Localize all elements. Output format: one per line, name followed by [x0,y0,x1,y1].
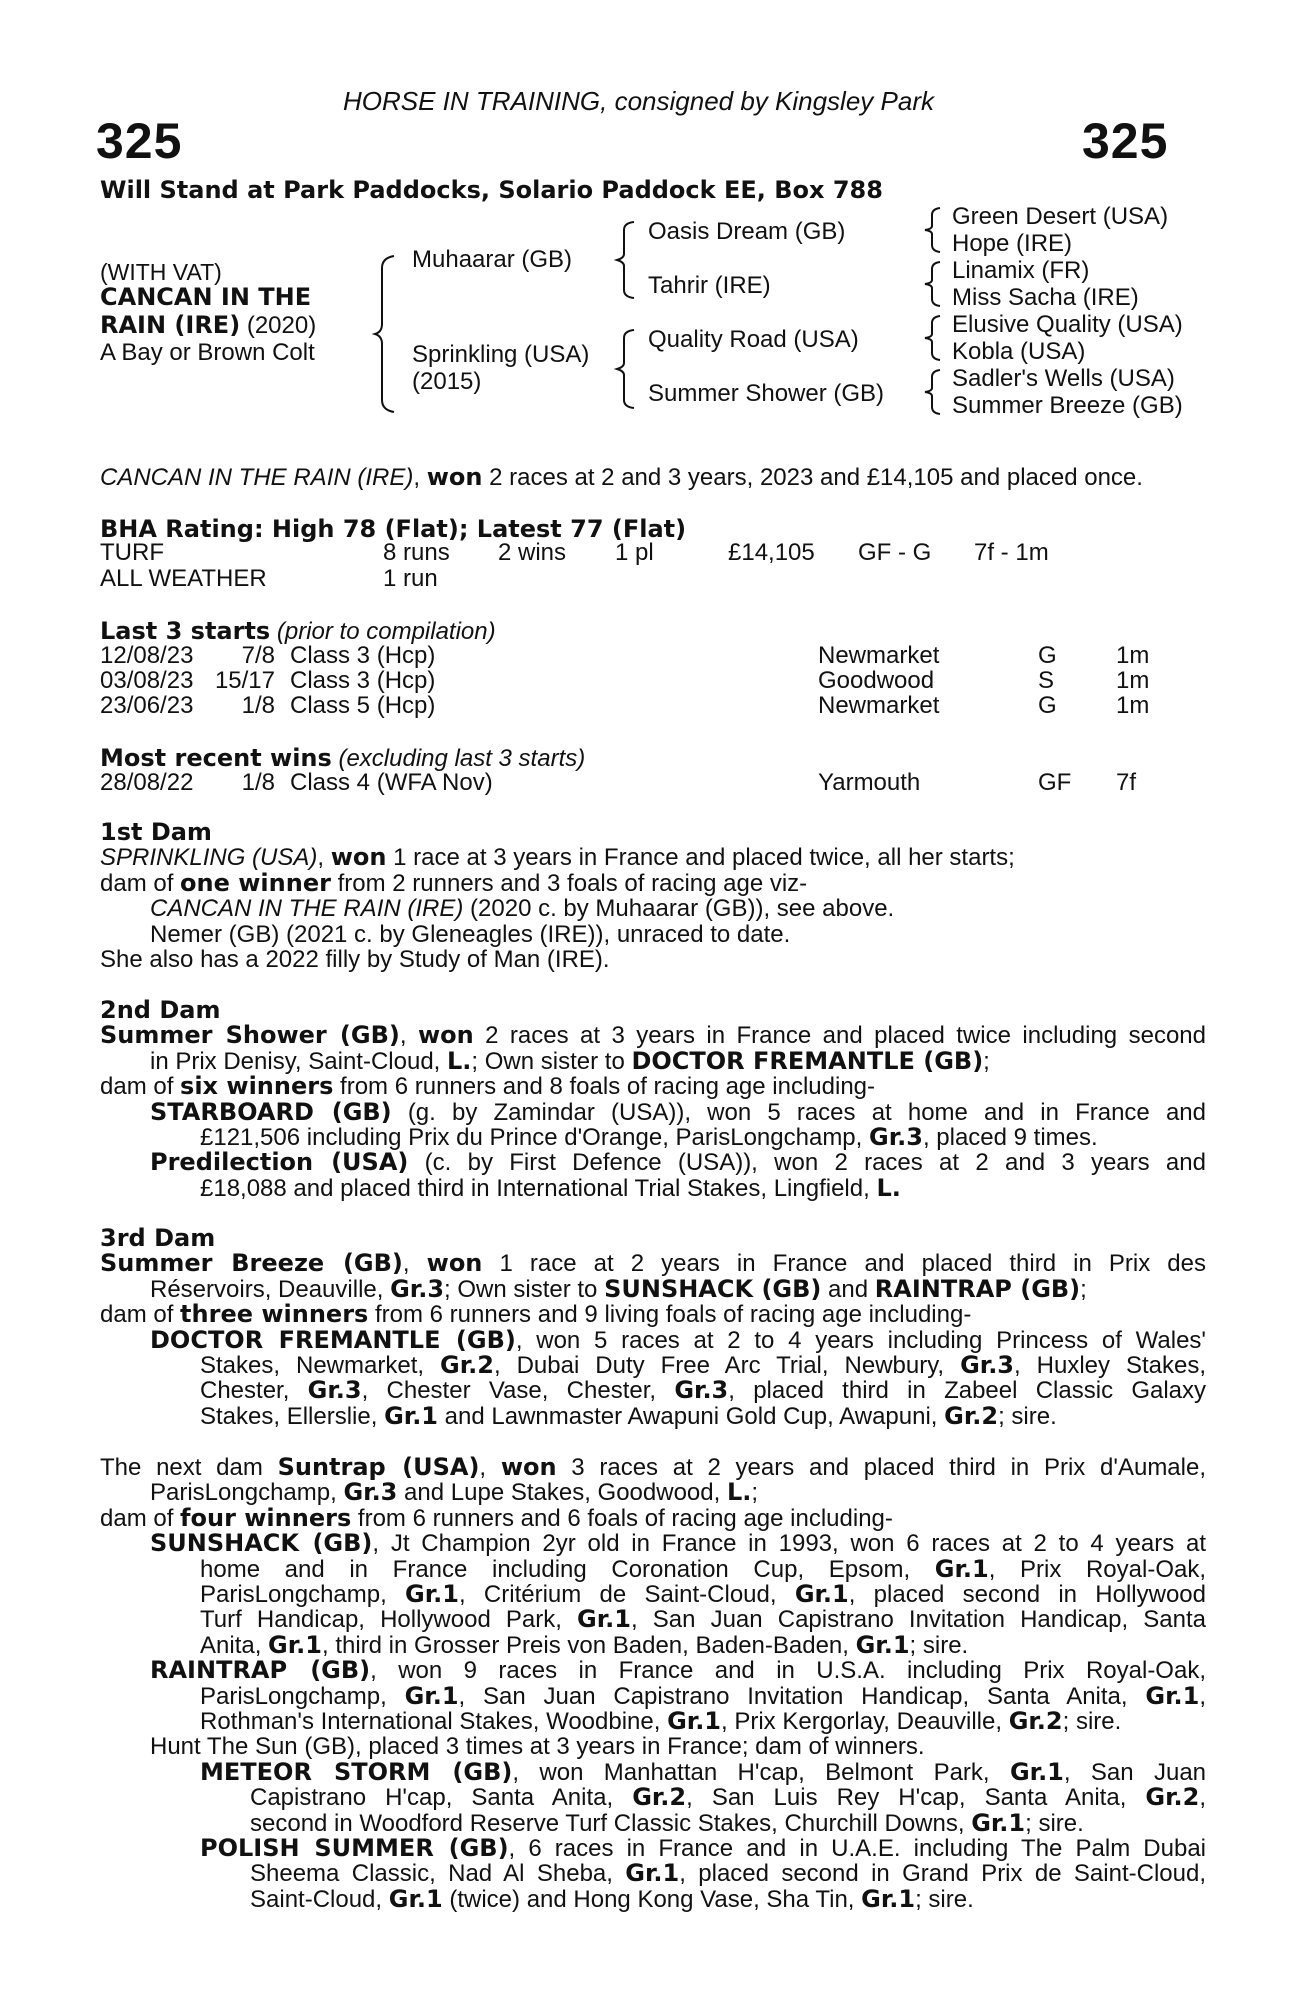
produce-line [100,1531,1206,1556]
text: dam of [100,1504,181,1532]
pedigree-sire: Muhaarar (GB) [412,246,573,273]
grade: Gr.2 [440,1353,494,1379]
produce-line [100,1630,1206,1659]
summary-won: won [426,463,483,491]
next-dam-produce-line [100,1503,1206,1532]
text: from 6 runners and 6 foals of racing age including- [351,1504,893,1532]
recent-note: (excluding last 3 starts) [331,745,586,772]
produce-line [100,1836,1206,1861]
horse-name-line1: CANCAN IN THE [100,283,312,311]
pedigree-sdd: Miss Sacha (IRE) [952,284,1139,311]
pedigree-dam: Sprinkling (USA) [412,341,590,368]
grade: L. [447,1046,472,1075]
text: home and in France including Coronation Cup, Epsom, [200,1556,935,1582]
second-dam-heading: 2nd Dam [100,996,221,1024]
pedigree-bracket-g3 [922,314,942,362]
text: , Prix Royal-Oak, [988,1556,1206,1582]
grade: Gr.3 [869,1123,923,1151]
text: Chester, [200,1378,308,1404]
grade: Gr.1 [404,1683,459,1709]
grade: Gr.1 [405,1581,459,1608]
turf-going: GF - G [858,539,932,566]
grade: Gr.1 [625,1861,680,1887]
relative-name: SUNSHACK (GB) [604,1274,822,1303]
text: (g. by Zamindar (USA)), won 5 races at home and in France and [391,1099,1206,1125]
text: , Jt Champion 2yr old in France in 1993, won 6 races at 2 to 4 years at [372,1531,1206,1557]
turf-earnings: £14,105 [728,539,815,566]
pedigree-bracket-main [372,254,396,414]
won-label: won [417,1023,474,1049]
text: from 6 runners and 8 foals of racing age including- [333,1073,876,1101]
text: , Critérium de Saint-Cloud, [458,1581,795,1608]
grade: Gr.1 [384,1401,439,1430]
grade: Gr.1 [855,1630,910,1659]
text: (c. by First Defence (USA)), won 2 races at 2 and 3 years and [408,1150,1206,1176]
text: , placed 9 times. [922,1124,1098,1151]
row-date: 28/08/22 [100,769,194,796]
grade: Gr.2 [632,1785,687,1811]
pedigree-dam-dam: Summer Shower (GB) [648,380,885,407]
text: ; sire. [1025,1809,1084,1837]
row-position: 7/8 [241,642,275,669]
grade: Gr.1 [794,1581,849,1608]
text: Saint-Cloud, [250,1885,389,1913]
second-dam-line [100,1046,1206,1075]
produce-name: Predilection (USA) [150,1150,409,1176]
produce-line [100,1378,1206,1403]
text: ; [751,1479,759,1507]
pedigree-bracket-sire [614,220,636,300]
text: , [317,844,331,872]
second-dam-line [100,1023,1206,1048]
produce-line [100,1785,1206,1810]
grade: Gr.1 [1009,1759,1064,1786]
text: ParisLongchamp, [150,1479,344,1507]
last3-note: (prior to compilation) [270,618,496,645]
first-dam-line [100,845,1206,870]
row-date: 03/08/23 [100,667,194,694]
pedigree-sire-sire: Oasis Dream (GB) [648,218,846,245]
horse-birth-year: (2020) [240,312,317,339]
third-dam-line [100,1274,1206,1303]
grade: Gr.1 [934,1556,989,1582]
pedigree-dam-year: (2015) [412,368,482,395]
first-dam-heading: 1st Dam [100,818,212,846]
text: Réservoirs, Deauville, [150,1275,391,1303]
second-dam-produce-line [100,1074,1206,1099]
text: , placed second in Grand Prix de Saint-Cloud, [679,1861,1206,1887]
row-course: Newmarket [818,642,940,669]
text: , San Luis Rey H'cap, Santa Anita, [686,1785,1146,1811]
text: dam of [100,1073,181,1101]
stand-location: Will Stand at Park Paddocks, Solario Paddock EE, Box 788 [100,176,883,204]
next-dam-section [100,1455,1206,1912]
produce-name: POLISH SUMMER (GB) [200,1835,509,1862]
text: ; [1080,1275,1087,1303]
grade: Gr.1 [971,1808,1026,1837]
produce-line [100,1328,1206,1353]
winners-count: one winner [180,868,331,897]
produce-line [100,1607,1206,1632]
produce-line [100,1760,1206,1785]
second-dam-section [100,998,1206,1201]
produce-line [100,1684,1206,1709]
grade: Gr.2 [944,1401,999,1430]
grade: Gr.1 [1145,1683,1200,1709]
text: (twice) and Hong Kong Vase, Sha Tin, [442,1885,862,1913]
text: dam of [100,1301,181,1329]
aw-runs: 1 run [383,565,438,592]
row-class: Class 4 (WFA Nov) [290,769,493,796]
row-course: Newmarket [818,692,940,719]
text: ; [983,1047,990,1075]
produce-line [100,1401,1206,1430]
text: 1 race at 2 years in France and placed third in Prix des [482,1251,1206,1277]
winners-count: three winners [180,1300,369,1329]
horse-name-line2-text: RAIN (IRE) [100,311,241,339]
pedigree-dam-sire: Quality Road (USA) [648,326,859,353]
produce-line: Hunt The Sun (GB), placed 3 times at 3 years in France; dam of winners. [150,1733,925,1761]
row-going: G [1038,692,1057,719]
summary-rest: 2 races at 2 and 3 years, 2023 and £14,105 and placed once. [482,464,1143,491]
text: ; sire. [909,1631,969,1659]
winners-count: six winners [180,1072,334,1101]
row-distance: 7f [1116,769,1137,796]
text: and Lawnmaster Awapuni Gold Cup, Awapuni, [438,1402,945,1430]
text: dam of [100,869,181,897]
text: , Huxley Stakes, [1014,1353,1206,1379]
text: , San Juan [1063,1759,1206,1786]
turf-placed: 1 pl [615,539,654,566]
text: ParisLongchamp, [200,1683,405,1709]
text: Capistrano H'cap, Santa Anita, [250,1785,633,1811]
text: The next dam [100,1455,278,1481]
grade: Gr.1 [577,1607,631,1633]
grade: L. [876,1173,901,1202]
text: Anita, [200,1631,269,1659]
first-dam-section [100,820,1206,972]
grade: Gr.3 [960,1353,1015,1379]
text: and [821,1275,875,1303]
row-class: Class 5 (Hcp) [290,692,436,719]
next-dam-line [100,1455,1206,1480]
produce-note: She also has a 2022 filly by Study of Man (IRE). [100,946,610,974]
horse-name-line2 [100,311,316,340]
grade: L. [726,1478,752,1507]
text: ; sire. [1062,1707,1122,1735]
row-class: Class 3 (Hcp) [290,667,436,694]
text: , third in Grosser Preis von Baden, Baden-Baden, [321,1631,856,1659]
horse-description: A Bay or Brown Colt [100,339,315,366]
produce-line [100,896,1206,921]
aw-label: ALL WEATHER [100,565,267,592]
grade: Gr.3 [390,1274,445,1303]
text: ; Own sister to [471,1047,632,1075]
summary-comma: , [413,464,427,491]
row-going: GF [1038,769,1072,796]
text: , [1199,1785,1206,1811]
text: Sheema Classic, Nad Al Sheba, [250,1861,626,1887]
pedigree-ddd: Summer Breeze (GB) [952,392,1183,419]
produce-line [100,1173,1206,1202]
text: , won 5 races at 2 to 4 years including Princess of Wales' [515,1327,1206,1353]
pedigree-bracket-g1 [922,206,942,254]
turf-distance: 7f - 1m [974,539,1049,566]
text: 2 races at 3 years in France and placed twice including second [473,1023,1206,1049]
grade: Gr.1 [388,1884,443,1913]
won-label: won [330,843,387,872]
text: ; sire. [915,1885,974,1913]
pedigree-bracket-dam [614,328,636,410]
grade: Gr.1 [268,1630,322,1659]
text: and Lupe Stakes, Goodwood, [397,1479,727,1507]
pedigree-sds: Linamix (FR) [952,257,1090,284]
produce-line [100,1884,1206,1913]
third-dam-section [100,1226,1206,1429]
text: (2020 c. by Muhaarar (GB)), see above. [463,895,895,923]
produce-name: STARBOARD (GB) [150,1099,392,1125]
row-position: 1/8 [241,692,275,719]
text: Rothman's International Stakes, Woodbine, [200,1707,668,1735]
text: , placed third in Zabeel Classic Galaxy [728,1378,1206,1404]
produce-line [100,1658,1206,1683]
text: , won 9 races in France and in U.S.A. including Prix Royal-Oak, [370,1658,1206,1684]
last3-title: Last 3 starts [100,617,271,645]
text: £121,506 including Prix du Prince d'Orange, ParisLongchamp, [200,1124,869,1151]
turf-wins: 2 wins [498,539,567,566]
grade: Gr.2 [1008,1706,1063,1735]
third-dam-line [100,1251,1206,1276]
text: , [402,1251,427,1277]
text: , San Juan Capistrano Invitation Handicap, Santa [630,1607,1206,1633]
relative-name: DOCTOR FREMANTLE (GB) [631,1046,984,1075]
text: , [479,1455,501,1481]
turf-runs: 8 runs [383,539,450,566]
text: from 2 runners and 3 foals of racing age viz- [330,869,808,897]
page-subtitle: HORSE IN TRAINING, consigned by Kingsley Park [343,86,934,116]
text: Stakes, Newmarket, [200,1353,441,1379]
row-position: 15/17 [214,667,275,694]
text: , won Manhattan H'cap, Belmont Park, [512,1759,1010,1786]
text: , placed second in Hollywood [848,1581,1206,1608]
winners-count: four winners [180,1503,352,1532]
text: 1 race at 3 years in France and placed twice, all her starts; [386,844,1015,872]
turf-label: TURF [100,539,164,566]
grade: Gr.1 [667,1706,722,1735]
row-going: G [1038,642,1057,669]
text: , 6 races in France and in U.A.E. including The Palm Dubai [508,1835,1206,1862]
summary-horse-name: CANCAN IN THE RAIN (IRE) [100,464,414,491]
relative-name: RAINTRAP (GB) [874,1274,1081,1303]
first-dam-produce-line [100,868,1206,897]
produce-name: METEOR STORM (GB) [200,1759,513,1786]
dam-name: Summer Breeze (GB) [100,1251,403,1277]
race-summary [100,463,1143,492]
lot-number-right: 325 [1082,113,1169,169]
text: , Dubai Duty Free Arc Trial, Newbury, [493,1353,961,1379]
dam-name: Suntrap (USA) [277,1455,480,1481]
produce-line [100,1706,1206,1735]
produce-line [100,1150,1206,1175]
pedigree-dds: Sadler's Wells (USA) [952,365,1175,392]
dam-name: Summer Shower (GB) [100,1023,400,1049]
row-going: S [1038,667,1055,694]
pedigree-bracket-g4 [922,368,942,416]
pedigree-sire-dam: Tahrir (IRE) [648,272,771,299]
grade: Gr.2 [1145,1785,1200,1811]
grade: Gr.3 [674,1378,729,1404]
produce-line [100,1582,1206,1607]
text: from 6 runners and 9 living foals of racing age including- [368,1301,972,1329]
text: in Prix Denisy, Saint-Cloud, [150,1047,447,1075]
lot-number-left: 325 [96,113,183,169]
row-class: Class 3 (Hcp) [290,642,436,669]
pedigree-dsd: Kobla (USA) [952,338,1086,365]
grade: Gr.3 [343,1478,398,1507]
grade: Gr.3 [307,1378,362,1404]
produce-line: Nemer (GB) (2021 c. by Gleneagles (IRE)), unraced to date. [150,920,791,948]
produce-line [100,1125,1206,1150]
produce-name: RAINTRAP (GB) [150,1658,371,1684]
produce-line [100,1808,1206,1837]
row-date: 12/08/23 [100,642,194,669]
dam-name: SPRINKLING (USA) [100,844,318,872]
produce-name: SUNSHACK (GB) [150,1531,373,1557]
row-course: Goodwood [818,667,935,694]
grade: Gr.1 [861,1884,916,1913]
text: 3 races at 2 years and placed third in Prix d'Aumale, [556,1455,1206,1481]
won-label: won [426,1251,483,1277]
produce-line [100,1100,1206,1125]
row-distance: 1m [1116,667,1150,694]
pedigree-ssd: Hope (IRE) [952,230,1073,257]
text: , San Juan Capistrano Invitation Handicap, Santa Anita, [458,1683,1146,1709]
text: , [1199,1683,1206,1709]
row-date: 23/06/23 [100,692,194,719]
vat-note: (WITH VAT) [100,259,222,285]
text: , [399,1023,418,1049]
produce-line [100,1353,1206,1378]
third-dam-heading: 3rd Dam [100,1224,216,1252]
pedigree-sss: Green Desert (USA) [952,203,1169,230]
text: second in Woodford Reserve Turf Classic Stakes, Churchill Downs, [250,1809,972,1837]
text: ; Own sister to [444,1275,605,1303]
text: £18,088 and placed third in International Trial Stakes, Lingfield, [200,1174,877,1202]
text: Stakes, Ellerslie, [200,1402,385,1430]
produce-name: DOCTOR FREMANTLE (GB) [150,1327,516,1353]
row-course: Yarmouth [818,769,921,796]
row-distance: 1m [1116,642,1150,669]
produce-line [100,1557,1206,1582]
row-position: 1/8 [241,769,275,796]
text: , Chester Vase, Chester, [361,1378,675,1404]
text: ; sire. [998,1402,1057,1430]
pedigree-bracket-g2 [922,260,942,308]
text: Turf Handicap, Hollywood Park, [200,1607,578,1633]
rating-title: BHA Rating: High 78 (Flat); Latest 77 (Flat) [100,515,687,543]
pedigree-dss: Elusive Quality (USA) [952,311,1183,338]
text: ParisLongchamp, [200,1581,406,1608]
produce-line [100,1861,1206,1886]
text: , Prix Kergorlay, Deauville, [721,1707,1009,1735]
recent-title: Most recent wins [100,744,332,772]
third-dam-produce-line [100,1302,1206,1327]
row-distance: 1m [1116,692,1150,719]
next-dam-line [100,1480,1206,1505]
won-label: won [500,1455,557,1481]
produce-name: CANCAN IN THE RAIN (IRE) [150,895,464,923]
